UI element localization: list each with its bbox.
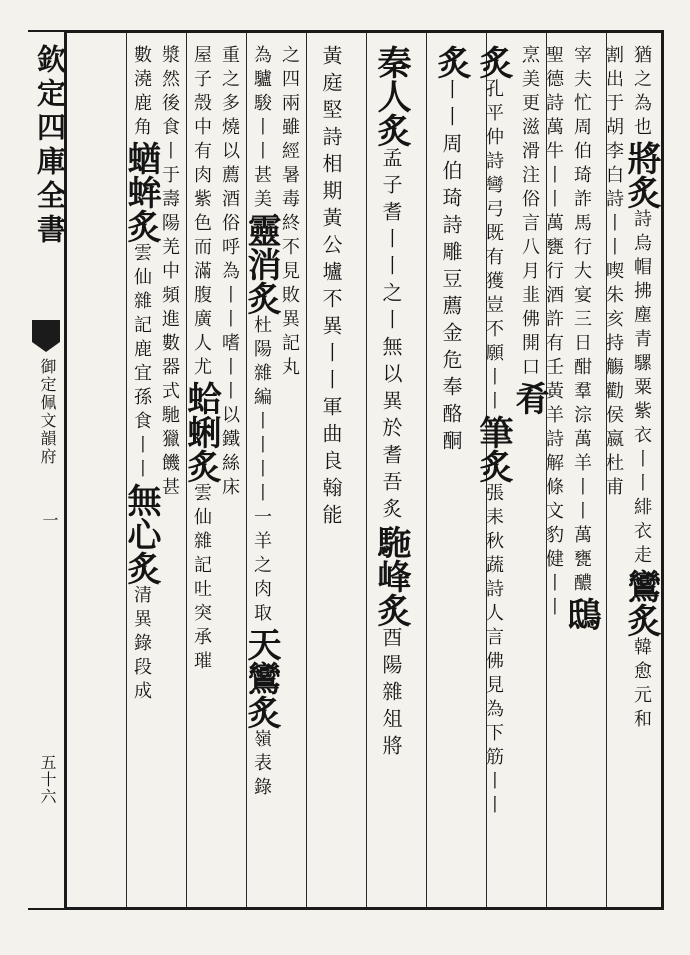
headword-character: 炙 [371,593,411,627]
headword-character: 駞 [371,525,411,559]
headword-character: 將 [621,141,661,175]
headword-character: 炙 [121,209,161,243]
gloss-text: 黃庭堅詩相期黃公壚不異丨丨 [319,45,343,396]
text-line [181,45,221,905]
text-line [241,45,281,905]
text-column [181,45,241,905]
headword-character: 炙 [121,551,161,585]
gloss-text: 張耒秋蔬詩人言佛見為下筋丨丨 [483,483,504,819]
headword-character: 鴟 [561,597,601,631]
text-line [121,45,161,905]
section-title: 御定佩文韻府 [38,358,57,466]
headword-character: 炙 [241,281,281,315]
headword-character: 人 [371,79,411,113]
headword-character: 炙 [431,45,471,79]
text-column [241,45,301,905]
gloss-text: 嗜丨丨以鐵絲床 [219,333,240,501]
gloss-text: 雲仙雜記鹿宜孫食丨丨 [131,243,152,483]
text-line [621,45,661,905]
text-column [473,45,549,905]
gloss-text: 為驢駿丨丨甚美 [251,45,272,213]
headword-character: 蛤 [181,381,221,415]
headword-character: 心 [121,517,161,551]
gloss-text: 猶之為也 [631,45,652,141]
text-line [321,45,341,905]
headword-character: 筆 [473,415,513,449]
headword-character: 炙 [473,449,513,483]
book-title: 欽定四庫全書 [33,44,67,248]
gloss-text: 烹美更滋滑注俗言八月韭佛開口 [519,45,540,381]
gloss-text: 宰夫忙周伯琦詐馬行大宴三日酣羣淙萬羊丨丨萬甕醲 [571,45,592,597]
text-line [604,45,622,905]
text-line [160,45,178,905]
text-line [280,45,298,905]
headword-character: 鸞 [621,569,661,603]
text-line [220,45,238,905]
text-column [601,45,661,905]
headword-character: 炙 [621,603,661,637]
text-line [544,45,562,905]
gloss-text: 異記丸 [279,309,300,381]
text-column [421,45,481,905]
gloss-text: 孔平仲詩彎弓既有獲豈不願丨丨 [483,79,504,415]
headword-character: 炙 [241,695,281,729]
gloss-text: 式馳獵饑甚 [159,381,180,501]
headword-character: 炙 [473,45,513,79]
gloss-text: 聖德詩萬牛丨丨萬甕行酒許有壬黃羊詩解條文豹健丨丨 [543,45,564,621]
gloss-text: 清異錄段成 [131,585,152,705]
fishtail-mark-icon [32,320,60,342]
text-column [301,45,361,905]
headword-character: 蛑 [121,175,161,209]
headword-character: 肴 [509,381,549,415]
headword-character: 靈 [241,213,281,247]
gloss-text: 杜陽雜編丨丨丨丨一羊之肉取 [251,315,272,627]
text-line [473,45,513,905]
headword-character: 蜊 [181,415,221,449]
headword-character: 蝤 [121,141,161,175]
headword-character: 峰 [371,559,411,593]
gloss-text: 李白詩丨丨喫朱亥持觴勸侯嬴杜甫 [603,141,624,501]
gloss-text: 重之多燒以薦酒俗呼為丨丨 [219,45,240,333]
gloss-text: 嶺表錄 [251,729,272,801]
gloss-text: 韓愈元和 [631,637,652,733]
headword-character: 無 [121,483,161,517]
gloss-text: 割出于胡 [603,45,624,141]
headword-character: 炙 [181,449,221,483]
gloss-text: 漿然後食丨于壽陽羌中頻進數器 [159,45,180,381]
headword-character: 消 [241,247,281,281]
gloss-text: 軍曲良翰能 [319,396,343,531]
headword-character: 天 [241,627,281,661]
gloss-text: 酉陽雜俎將 [379,627,403,762]
gloss-text: 數澆鹿角 [131,45,152,141]
text-column [541,45,601,905]
text-line [509,45,549,905]
headword-character: 鸞 [241,661,281,695]
text-line [371,45,411,905]
gloss-text: 孟子耆丨丨之丨無以異於耆吾炙 [379,147,403,525]
text-column [361,45,421,905]
page-number: 五十六 [38,754,57,805]
gloss-text: 詩烏帽拂塵青騾粟紫衣丨丨緋衣走 [631,209,652,569]
text-frame [64,30,664,910]
headword-character: 炙 [371,113,411,147]
gloss-text: 屋子殼中有肉紫色而滿腹廣人尤 [191,45,212,381]
page-margin-strip [28,30,67,910]
text-line [431,45,471,905]
gloss-text: 丨丨周伯琦詩雕豆薦金危奉酪酮 [439,79,463,457]
gloss-text: 雲仙雜記吐突承璀 [191,483,212,675]
text-column [121,45,181,905]
text-line [561,45,601,905]
gloss-text: 之四兩雖經暑毒終不見敗 [279,45,300,309]
folio-mark: 一 [40,512,59,528]
text-column [61,45,121,905]
headword-character: 秦 [371,45,411,79]
headword-character: 炙 [621,175,661,209]
